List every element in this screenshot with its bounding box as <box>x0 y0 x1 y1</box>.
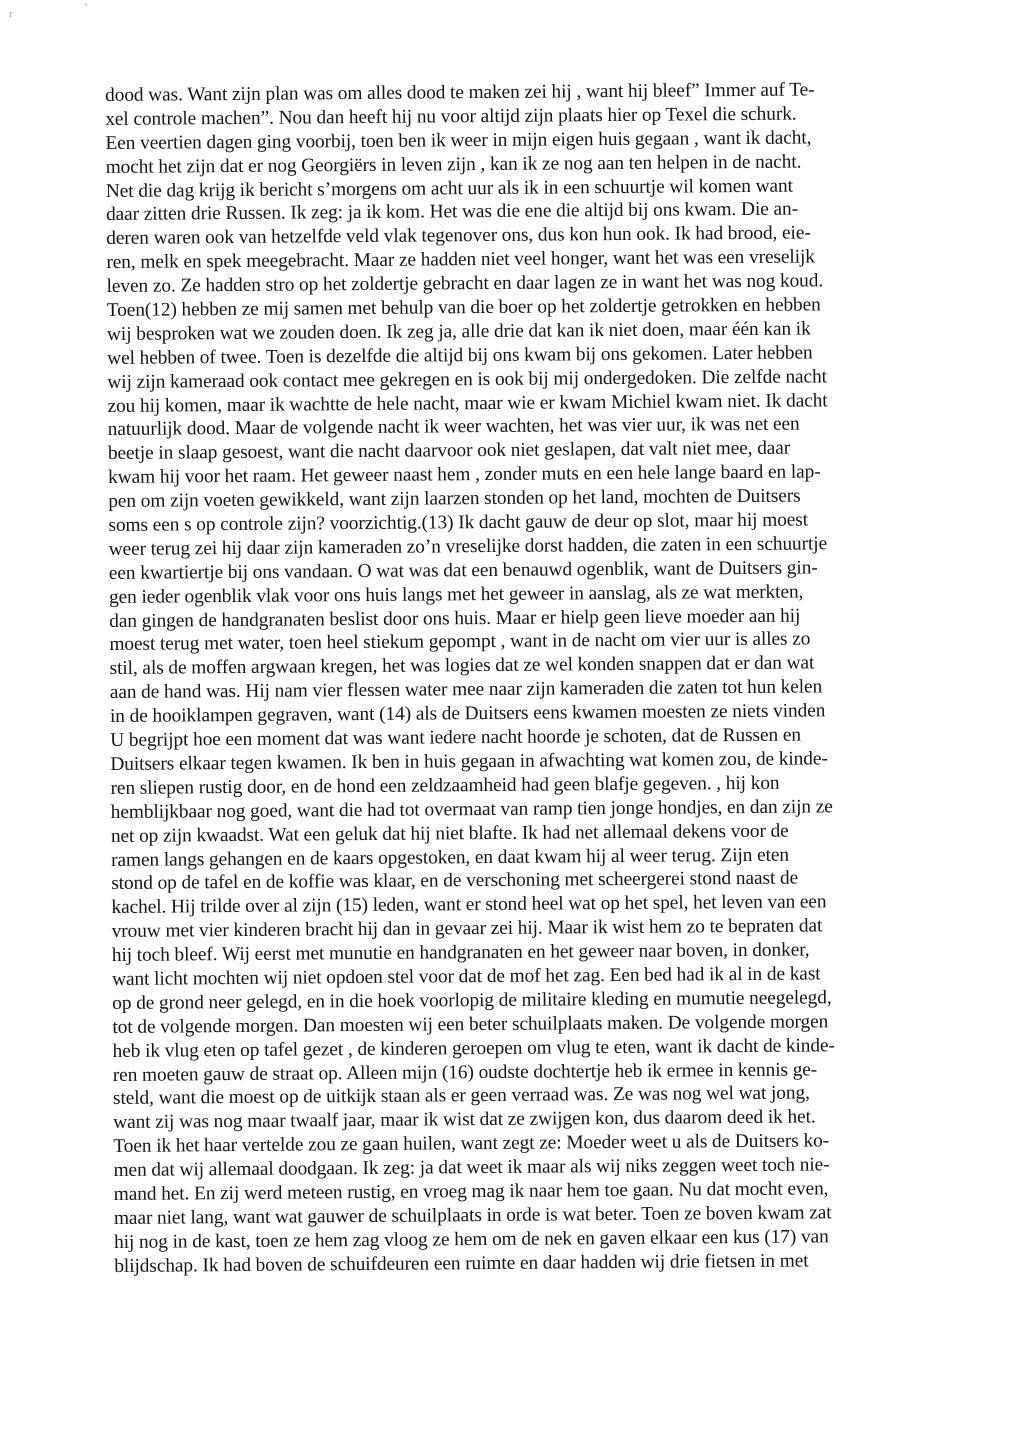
text-line: in de hooiklampen gegraven, want (14) als de Duitsers eens kwamen moesten ze niets vinden <box>109 700 826 728</box>
text-line: steld, want die moest op de uitkijk staan als er geen verraad was. Ze was nog wel wat jong, <box>112 1082 810 1110</box>
text-line: Toen(12) hebben ze mij samen met behulp van die boer op het zoldertje getrokken en hebben <box>106 294 821 322</box>
text-line: gen ieder ogenblik vlak voor ons huis langs met het geweer in aanslag, als ze wat merkten, <box>108 581 804 608</box>
text-line: tot de volgende morgen. Dan moesten wij een beter schuilplaats maken. De volgende morgen <box>112 1011 829 1038</box>
text-line: wij zijn kameraad ook contact mee gekregen en is ook bij mij ondergedoken. Die zelfde nacht <box>107 366 827 393</box>
scan-mark: r <box>9 8 13 20</box>
text-line: blijdschap. Ik had boven de schuifdeuren een ruimte en daar hadden wij drie fietsen in met <box>114 1250 809 1277</box>
text-line: mocht het zijn dat er nog Georgiërs in leven zijn , kan ik ze nog aan ten helpen in de nacht. <box>105 151 802 178</box>
text-line: ren moeten gauw de straat op. Alleen mijn (16) oudste dochtertje heb ik ermee in kennis ge- <box>112 1058 818 1086</box>
text-line: leven zo. Ze hadden stro op het zoldertje gebracht en daar lagen ze in want het was nog koud. <box>106 270 824 298</box>
text-line: mand het. En zij werd meteen rustig, en vroeg mag ik naar hem toe gaan. Nu dat mocht even, <box>113 1178 829 1205</box>
text-line: moest terug met water, toen heel stiekum gepompt , want in de nacht om vier uur is alles zo <box>109 628 811 656</box>
text-line: soms een s op controle zijn? voorzichtig.(13) Ik dacht gauw de deur op slot, maar hij moest <box>108 509 809 537</box>
text-line: want zij was nog maar twaalf jaar, maar ik wist dat ze zwijgen kon, dus daarom deed ik het. <box>113 1106 816 1134</box>
text-line: vrouw met vier kinderen bracht hij dan in gevaar zei hij. Maar ik wist hem zo te bepraten dat <box>111 915 823 943</box>
text-line: hemblijkbaar nog goed, want die had tot overmaat van ramp tien jonge hondjes, en dan zijn ze <box>110 796 833 823</box>
text-line: dood was. Want zijn plan was om alles dood te maken zei hij , want hij bleef” Immer auf Te- <box>105 79 815 106</box>
text-line: daar zitten drie Russen. Ik zeg: ja ik kom. Het was die ene die altijd bij ons kwam. Die an- <box>105 199 798 226</box>
text-line: hij toch bleef. Wij eerst met munutie en handgranaten en het geweer naar boven, in donker, <box>111 939 810 967</box>
text-line: een kwartiertje bij ons vandaan. O wat was dat een benauwd ogenblik, want de Duitsers gin- <box>108 557 818 584</box>
body-text <box>105 77 944 1278</box>
scan-mark: " <box>84 2 88 12</box>
text-line: stond op de tafel en de koffie was klaar, en de verschoning met scheergerei stond naast de <box>111 867 799 895</box>
text-line: pen om zijn voeten gewikkeld, want zijn laarzen stonden op het land, mochten de Duitsers <box>108 485 801 513</box>
text-line: Toen ik het haar vertelde zou ze gaan huilen, want zegt ze: Moeder weet u als de Duitsers ko- <box>113 1130 830 1158</box>
text-line: deren waren ook van hetzelfde veld vlak tegenover ons, dus kon hun ook. Ik had brood, eie- <box>106 222 811 250</box>
text-line: wel hebben of twee. Toen is dezelfde die altijd bij ons kwam bij ons gekomen. Later hebben <box>107 342 813 369</box>
text-line: Duitsers elkaar tegen kwamen. Ik ben in huis gegaan in afwachting wat komen zou, de kinde- <box>110 748 828 775</box>
text-line: ren sliepen rustig door, en de hond een zeldzaamheid had geen blafje gegeven. , hij kon <box>110 772 780 799</box>
text-line: hij nog in de kast, toen ze hem zag vloog ze hem om de nek en gaven elkaar een kus (17) van <box>114 1226 829 1253</box>
text-line: zou hij komen, maar ik wachtte de hele nacht, maar wie er kwam Michiel kwam niet. Ik dacht <box>107 389 828 417</box>
text-line: kachel. Hij trilde over al zijn (15) leden, want er stond heel wat op het spel, het leven van een <box>111 891 827 919</box>
text-line: heb ik vlug eten op tafel gezet , de kinderen geroepen om vlug te eten, want ik dacht de kinde- <box>112 1034 835 1062</box>
text-line: Een veertien dagen ging voorbij, toen ben ik weer in mijn eigen huis gegaan , want ik dacht, <box>105 127 812 154</box>
text-line: net op zijn kwaadst. Wat een geluk dat hij niet blafte. Ik had net allemaal dekens voor de <box>110 820 789 847</box>
text-line: maar niet lang, want wat gauwer de schuilplaats in orde is wat beter. Toen ze boven kwam zat <box>113 1202 832 1229</box>
text-line: U begrijpt hoe een moment dat was want iedere nacht hoorde je schoten, dat de Russen en <box>110 724 801 752</box>
text-line: Net die dag krijg ik bericht s’morgens om acht uur als ik in een schuurtje wil komen want <box>105 175 793 202</box>
text-line: natuurlijk dood. Maar de volgende nacht ik weer wachten, het was vier uur, ik was net een <box>107 414 800 441</box>
text-line: aan de hand was. Hij nam vier flessen water mee naar zijn kameraden die zaten tot hun kelen <box>109 676 823 704</box>
text-line: kwam hij voor het raam. Het geweer naast hem , zonder muts en een hele lange baard en lap- <box>108 461 821 489</box>
text-line: op de grond neer gelegd, en in die hoek voorlopig de militaire kleding en mumutie neegelegd, <box>112 987 832 1014</box>
text-line: want licht mochten wij niet opdoen stel voor dat de mof het zag. Een bed had ik al in de kast <box>111 963 821 990</box>
text-line: beetje in slaap gesoest, want die nacht daarvoor ook niet geslapen, dat valt niet mee, daar <box>107 437 791 465</box>
text-line: stil, als de moffen argwaan kregen, het was logies dat ze wel konden snappen dat er dan wat <box>109 652 815 680</box>
text-line: ren, melk en spek meegebracht. Maar ze hadden niet veel honger, want het was een vreselijk <box>106 246 815 274</box>
text-line: ramen langs gehangen en de kaars opgestoken, en daat kwam hij al weer terug. Zijn eten <box>111 844 790 871</box>
text-line: wij besproken wat we zouden doen. Ik zeg ja, alle drie dat kan ik niet doen, maar één kan ik <box>106 318 811 345</box>
text-line: men dat wij allemaal doodgaan. Ik zeg: ja dat weet ik maar als wij niks zeggen weet toch nie- <box>113 1154 830 1182</box>
text-line: xel controle machen”. Nou dan heeft hij nu voor altijd zijn plaats hier op Texel die schurk. <box>105 103 797 130</box>
text-line: dan gingen de handgranaten beslist door ons huis. Maar er hielp geen lieve moeder aan hij <box>109 605 801 632</box>
text-line: weer terug zei hij daar zijn kameraden zo’n vreselijke dorst hadden, die zaten in een schuurtje <box>108 533 828 560</box>
